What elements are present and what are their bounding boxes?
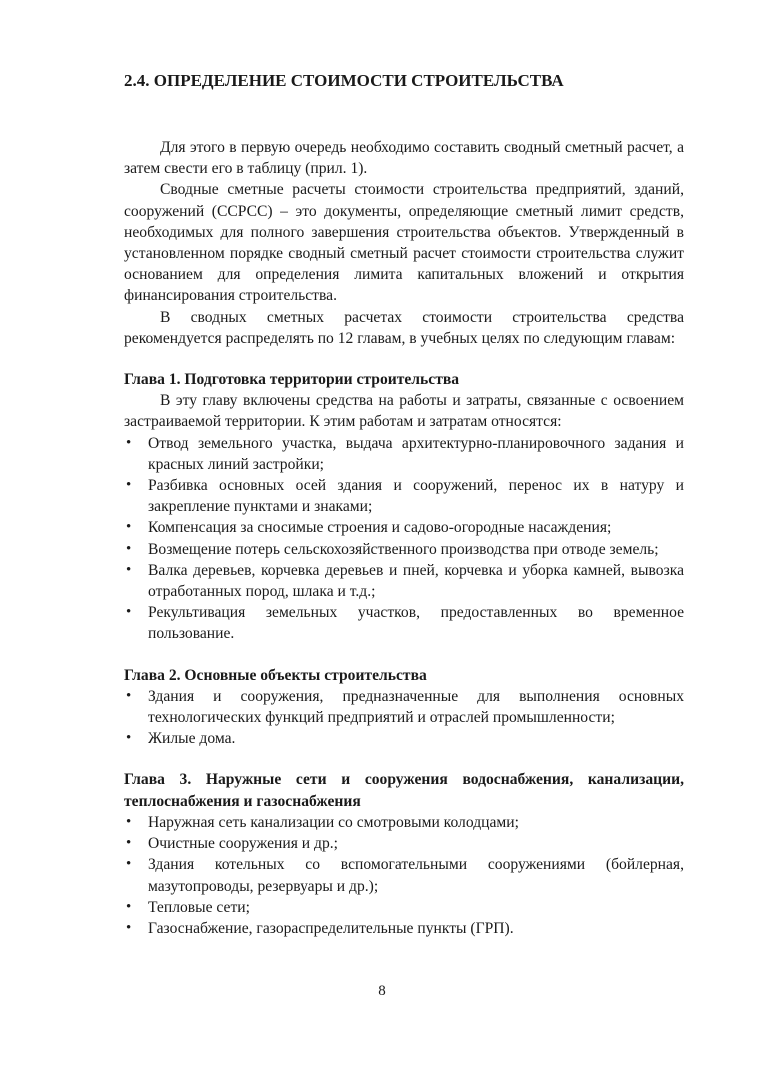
list-item: • Здания и сооружения, предназначенные для выполнения основных технологических функций предприятий и отраслей промышленности; bbox=[124, 686, 684, 728]
section-title: 2.4. ОПРЕДЕЛЕНИЕ СТОИМОСТИ СТРОИТЕЛЬСТВА bbox=[124, 71, 564, 90]
list-item: • Валка деревьев, корчевка деревьев и пней, корчевка и уборка камней, вывозка отработанных пород, шлака и т.д.; bbox=[124, 560, 684, 602]
list-item: • Компенсация за сносимые строения и садово-огородные насаждения; bbox=[124, 517, 684, 538]
list-item: • Газоснабжение, газораспределительные пункты (ГРП). bbox=[124, 918, 684, 939]
chapter-1-intro: В эту главу включены средства на работы и затраты, связанные с освоением застраиваемой территории. К этим работам и затратам относятся: bbox=[124, 392, 684, 431]
intro-paragraph: Сводные сметные расчеты стоимости строительства предприятий, зданий, сооружений (ССРСС) – это документы, определяющие сметный лимит средств, необходимых для полного завершения строительства объектов. Утвержденный в установленном порядке сводный сметный расчет стоимости строительства служит основанием для определения лимита капитальных вложений и открытия финансирования строительства. bbox=[124, 181, 684, 305]
list-item: • Отвод земельного участка, выдача архитектурно-планировочного задания и красных линий застройки; bbox=[124, 433, 684, 475]
chapter-1-list bbox=[124, 433, 684, 645]
list-item: • Здания котельных со вспомогательными сооружениями (бойлерная, мазутопроводы, резервуары и др.); bbox=[124, 854, 684, 896]
page-content bbox=[124, 137, 684, 939]
intro-paragraph: В сводных сметных расчетах стоимости строительства средства рекомендуется распределять по 12 главам, в учебных целях по следующим главам: bbox=[124, 308, 684, 347]
intro-paragraph: Для этого в первую очередь необходимо составить сводный сметный расчет, а затем свести его в таблицу (прил. 1). bbox=[124, 139, 684, 178]
chapter-3-list bbox=[124, 812, 684, 939]
list-item: • Возмещение потерь сельскохозяйственного производства при отводе земель; bbox=[124, 539, 684, 560]
list-item: • Наружная сеть канализации со смотровыми колодцами; bbox=[124, 812, 684, 833]
chapter-3-heading: Глава 3. Наружные сети и сооружения водоснабжения, канализации, теплоснабжения и газоснабжения bbox=[124, 771, 684, 810]
list-item: • Рекультивация земельных участков, предоставленных во временное пользование. bbox=[124, 602, 684, 644]
chapter-2-heading: Глава 2. Основные объекты строительства bbox=[124, 666, 427, 684]
list-item: • Жилые дома. bbox=[124, 728, 684, 749]
list-item: • Тепловые сети; bbox=[124, 897, 684, 918]
chapter-1-heading: Глава 1. Подготовка территории строительства bbox=[124, 371, 460, 389]
list-item: • Разбивка основных осей здания и сооружений, перенос их в натуру и закрепление пунктами и знаками; bbox=[124, 475, 684, 517]
list-item: • Очистные сооружения и др.; bbox=[124, 833, 684, 854]
chapter-2-list bbox=[124, 686, 684, 750]
page-number: 8 bbox=[378, 983, 386, 999]
